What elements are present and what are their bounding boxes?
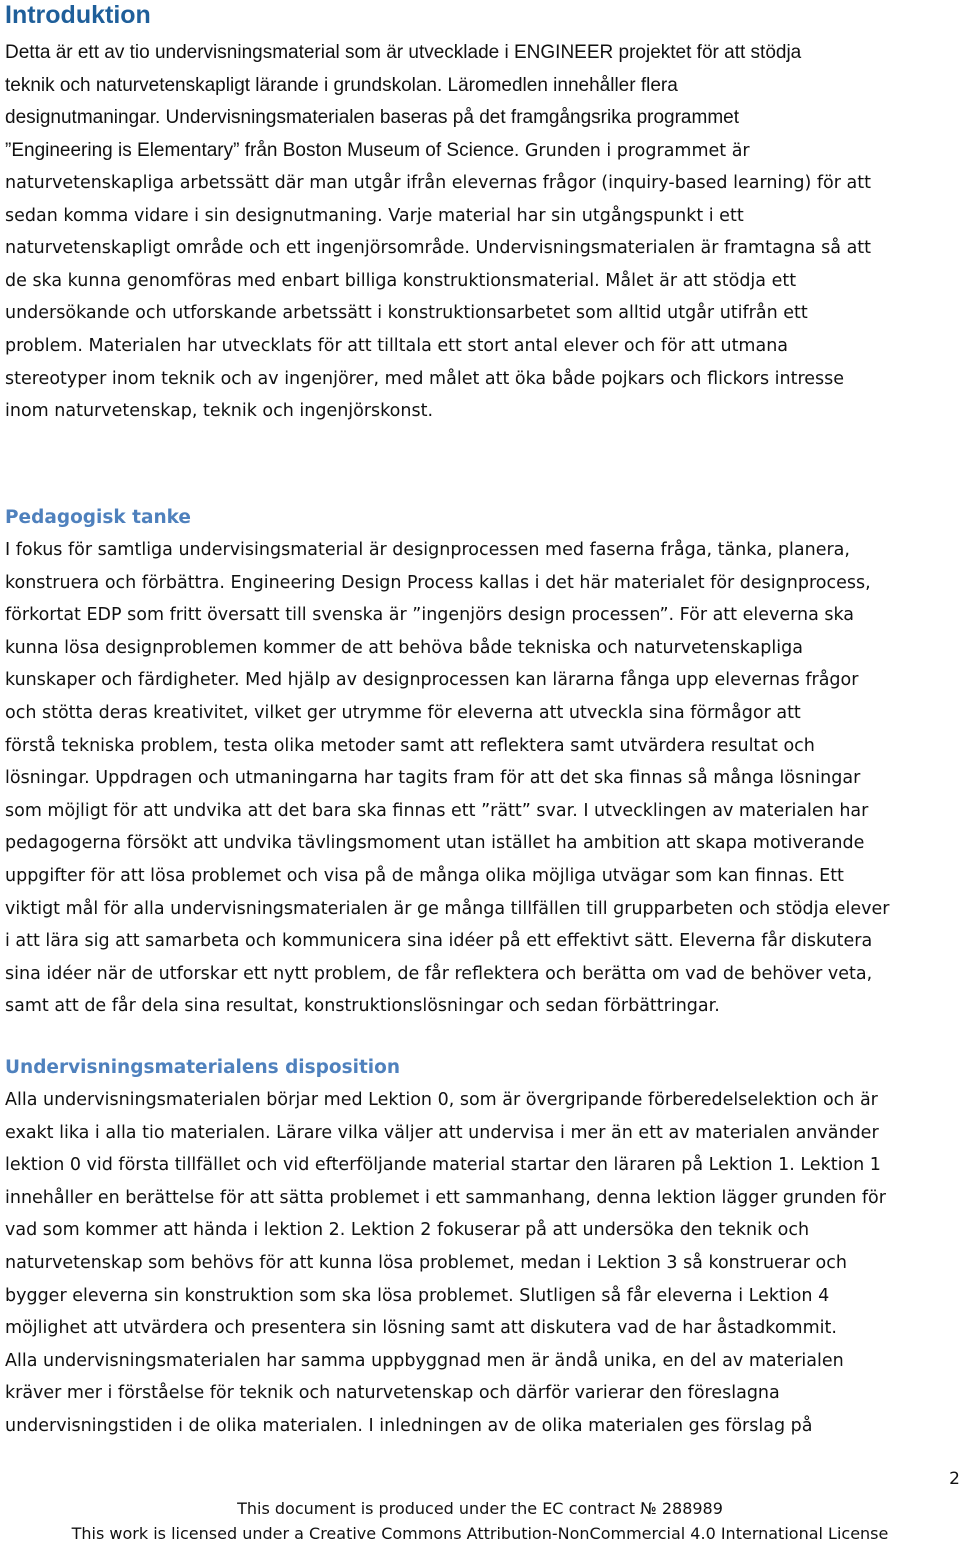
text-line: naturvetenskapligt område och ett ingenjörsområde. Undervisningsmaterialen är framtagna så att — [5, 238, 872, 259]
footer-license-line: This work is licensed under a Creative Commons Attribution-NonCommercial 4.0 International License — [71, 1524, 889, 1543]
text-line: undervisningstiden i de olika materialen. I inledningen av de olika materialen ges förslag på — [5, 1415, 813, 1436]
text-line: problem. Materialen har utvecklats för att tilltala ett stort antal elever och för att utmana — [5, 335, 789, 356]
text-line: sedan komma vidare i sin designutmaning. Varje material har sin utgångspunkt i ett — [5, 205, 744, 226]
text-line: lösningar. Uppdragen och utmaningarna har tagits fram för att det ska finnas så många lösningar — [5, 768, 861, 789]
text-line: kunna lösa designproblemen kommer de att behöva både tekniska och naturvetenskapliga — [5, 637, 803, 658]
text-line: förkortat EDP som fritt översatt till svenska är ”ingenjörs design processen”. För att eleverna ska — [5, 605, 855, 626]
text-line: som möjligt för att undvika att det bara ska finnas ett ”rätt” svar. I utvecklingen av materialen har — [5, 800, 869, 821]
text-line: kräver mer i förståelse för teknik och naturvetenskap och därför varierar den föreslagna — [5, 1383, 780, 1404]
text-line: pedagogerna försökt att undvika tävlingsmoment utan istället ha ambition att skapa motiverande — [5, 833, 865, 854]
text-line: I fokus för samtliga undervisingsmaterial är designprocessen med faserna fråga, tänka, planera, — [5, 540, 850, 560]
text-line: lektion 0 vid första tillfället och vid efterföljande material startar den läraren på Lektion 1. Lektion 1 — [5, 1155, 881, 1176]
disposition-paragraph — [5, 1084, 955, 1443]
text-line: och stötta deras kreativitet, vilket ger utrymme för eleverna att utveckla sina förmågor att — [5, 702, 801, 723]
text-line: samt att de får dela sina resultat, konstruktionslösningar och sedan förbättringar. — [5, 996, 720, 1017]
text-line: konstruera och förbättra. Engineering Design Process kallas i det här materialet för designprocess, — [5, 572, 871, 593]
footer-contract-line: This document is produced under the EC contract № 288989 — [237, 1499, 723, 1518]
text-line: i att lära sig att samarbeta och kommunicera sina idéer på ett effektivt sätt. Eleverna får diskutera — [5, 931, 873, 952]
text-fragment: Grunden i programmet är — [519, 140, 750, 161]
section-heading-pedagogy: Pedagogisk tanke — [5, 507, 191, 528]
text-line: undersökande och utforskande arbetssätt i konstruktionsarbetet som alltid utgår utifrån ett — [5, 303, 808, 324]
text-line: viktigt mål för alla undervisningsmaterialen är ge många tillfällen till grupparbeten och stödja elever — [5, 898, 890, 919]
text-line: teknik och naturvetenskapligt lärande i grundskolan. Läromedlen innehåller flera — [5, 74, 678, 96]
text-line: bygger eleverna sin konstruktion som ska lösa problemet. Slutligen så får eleverna i Lektion 4 — [5, 1285, 830, 1306]
text-line: innehåller en berättelse för att sätta problemet i ett sammanhang, denna lektion lägger grunden för — [5, 1187, 886, 1208]
text-line: inom naturvetenskap, teknik och ingenjörskonst. — [5, 401, 434, 422]
text-line — [5, 135, 955, 168]
section-title-introduction: Introduktion — [5, 1, 151, 29]
text-line: stereotyper inom teknik och av ingenjörer, med målet att öka både pojkars och flickors intresse — [5, 368, 845, 389]
page-number: 2 — [949, 1469, 960, 1489]
text-line: de ska kunna genomföras med enbart billiga konstruktionsmaterial. Målet är att stödja ett — [5, 270, 797, 291]
text-line: förstå tekniska problem, testa olika metoder samt att reflektera samt utvärdera resultat och — [5, 735, 815, 756]
text-line: vad som kommer att hända i lektion 2. Lektion 2 fokuserar på att undersöka den teknik och — [5, 1220, 810, 1241]
text-line: Detta är ett av tio undervisningsmaterial som är utvecklade i ENGINEER projektet för att stödja — [5, 42, 802, 63]
text-line: Alla undervisningsmaterialen börjar med Lektion 0, som är övergripande förberedelselektion och är — [5, 1090, 878, 1110]
text-line: kunskaper och färdigheter. Med hjälp av designprocessen kan lärarna fånga upp elevernas frågor — [5, 670, 859, 691]
section-heading-disposition: Undervisningsmaterialens disposition — [5, 1057, 401, 1078]
text-line: Alla undervisningsmaterialen har samma uppbyggnad men är ändå unika, en del av materialen — [5, 1350, 844, 1371]
text-line: sina idéer när de utforskar ett nytt problem, de får reflektera och berätta om vad de behöver veta, — [5, 963, 873, 984]
text-line: designutmaningar. Undervisningsmaterialen baseras på det framgångsrika programmet — [5, 107, 739, 129]
pedagogy-paragraph — [5, 534, 955, 1023]
text-line: naturvetenskap som behövs för att kunna lösa problemet, medan i Lektion 3 så konstruerar och — [5, 1252, 847, 1273]
text-line: exakt lika i alla tio materialen. Lärare vilka väljer att undervisa i mer än ett av materialen använder — [5, 1122, 879, 1143]
text-line: naturvetenskapliga arbetssätt där man utgår ifrån elevernas frågor (inquiry-based learning) för att — [5, 173, 871, 193]
introduction-paragraph-part1 — [5, 37, 955, 167]
text-line: uppgifter för att lösa problemet och visa på de många olika möjliga utvägar som kan finnas. Ett — [5, 865, 844, 886]
text-line: möjlighet att utvärdera och presentera sin lösning samt att diskutera vad de har åstadkommit. — [5, 1318, 837, 1339]
introduction-paragraph-part2 — [5, 167, 955, 428]
text-fragment: ”Engineering is Elementary” från Boston Museum of Science. — [5, 139, 520, 161]
